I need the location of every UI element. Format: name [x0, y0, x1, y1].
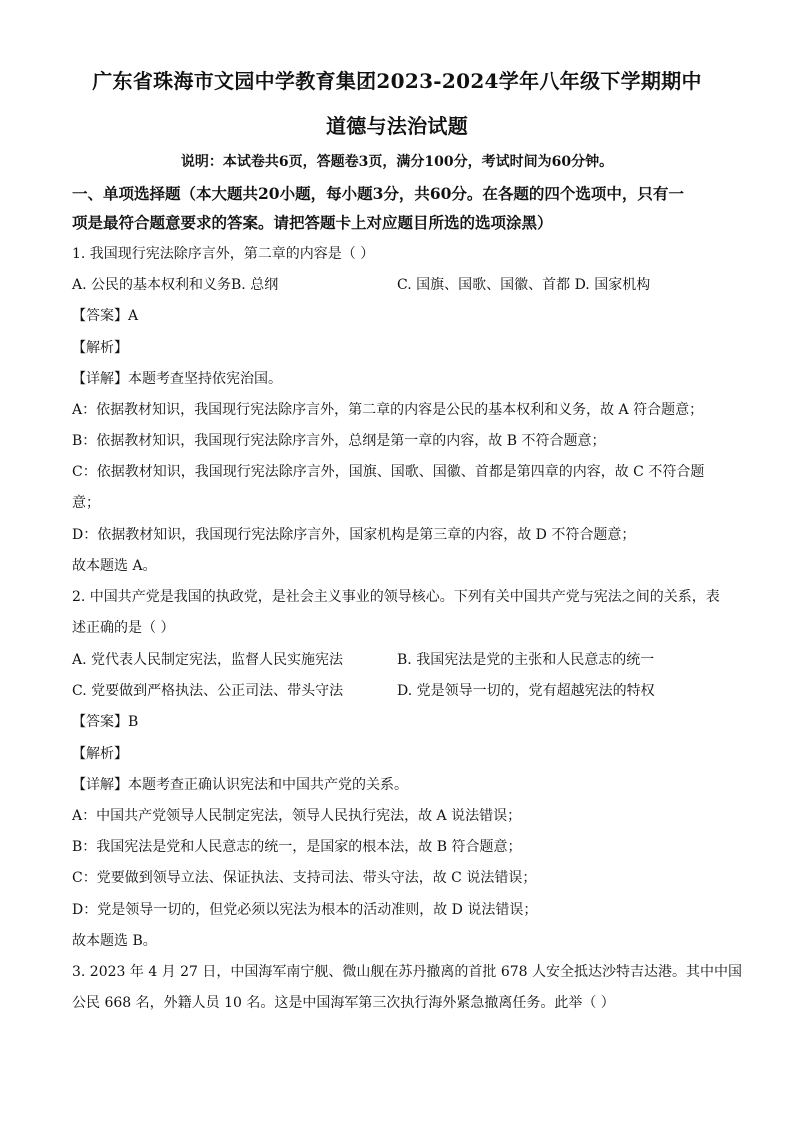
q2-option-c: C. 党要做到严格执法、公正司法、带头守法: [72, 683, 344, 699]
q1-explain-b: B：依据教材知识，我国现行宪法除序言外，总纲是第一章的内容，故 B 不符合题意；: [72, 433, 606, 449]
q2-explain-d: D：党是领导一切的，但党必须以宪法为根本的活动准则，故 D 说法错误；: [72, 902, 538, 918]
q2-analysis-label: 【解析】: [72, 746, 128, 762]
q1-answer: 【答案】A: [72, 308, 139, 324]
q1-explain-c-line1: C：依据教材知识，我国现行宪法除序言外，国旗、国歌、国徽、首都是第四章的内容，故 C 不符合题: [72, 464, 705, 480]
q2-explain-b: B：我国宪法是党和人民意志的统一，是国家的根本法，故 B 符合题意；: [72, 839, 522, 855]
q2-conclusion: 故本题选 B。: [72, 933, 157, 949]
q1-conclusion: 故本题选 A。: [72, 558, 157, 574]
q2-explain-a: A：中国共产党领导人民制定宪法，领导人民执行宪法，故 A 说法错误；: [72, 808, 522, 824]
q2-answer: 【答案】B: [72, 714, 139, 730]
q1-stem: 1. 我国现行宪法除序言外，第二章的内容是（ ）: [72, 246, 375, 262]
q1-explain-a: A：依据教材知识，我国现行宪法除序言外，第二章的内容是公民的基本权利和义务，故 A 符合题意；: [72, 402, 704, 418]
section1-heading-line1: 一、单项选择题（本大题共20小题，每小题3分，共60分。在各题的四个选项中，只有一: [72, 184, 684, 203]
section1-heading-line2: 项是最符合题意要求的答案。请把答题卡上对应题目所选的选项涂黑）: [72, 213, 553, 232]
q1-detail: 【详解】本题考查坚持依宪治国。: [72, 371, 282, 387]
q1-option-ab: A. 公民的基本权利和义务B. 总纲: [72, 277, 279, 293]
q1-option-cd: C. 国旗、国歌、国徽、首都 D. 国家机构: [397, 277, 651, 293]
q1-analysis-label: 【解析】: [72, 340, 128, 356]
q2-detail: 【详解】本题考查正确认识宪法和中国共产党的关系。: [72, 777, 408, 793]
q2-option-d: D. 党是领导一切的，党有超越宪法的特权: [397, 683, 655, 699]
q3-stem-line2: 公民 668 名，外籍人员 10 名。这是中国海军第三次执行海外紧急撤离任务。此举（ ）: [72, 995, 615, 1011]
q2-explain-c: C：党要做到领导立法、保证执法、支持司法、带头守法，故 C 说法错误；: [72, 870, 537, 886]
exam-title-line2: 道德与法治试题: [325, 114, 469, 138]
exam-instructions: 说明：本试卷共6页，答题卷3页，满分100分，考试时间为60分钟。: [180, 154, 614, 170]
q2-stem-line1: 2. 中国共产党是我国的执政党，是社会主义事业的领导核心。下列有关中国共产党与宪法之间的关系，表: [72, 589, 720, 605]
q2-stem-line2: 述正确的是（ ）: [72, 620, 175, 636]
q2-option-b: B. 我国宪法是党的主张和人民意志的统一: [397, 652, 655, 668]
q3-stem-line1: 3. 2023 年 4 月 27 日，中国海军南宁舰、微山舰在苏丹撤离的首批 678 人安全抵达沙特吉达港。其中中国: [72, 964, 743, 980]
q2-option-a: A. 党代表人民制定宪法，监督人民实施宪法: [72, 652, 344, 668]
q1-explain-c-line2: 意；: [72, 495, 100, 511]
exam-title-line1: 广东省珠海市文园中学教育集团2023-2024学年八年级下学期期中: [92, 69, 702, 93]
q1-explain-d: D：依据教材知识，我国现行宪法除序言外，国家机构是第三章的内容，故 D 不符合题意；: [72, 527, 636, 543]
